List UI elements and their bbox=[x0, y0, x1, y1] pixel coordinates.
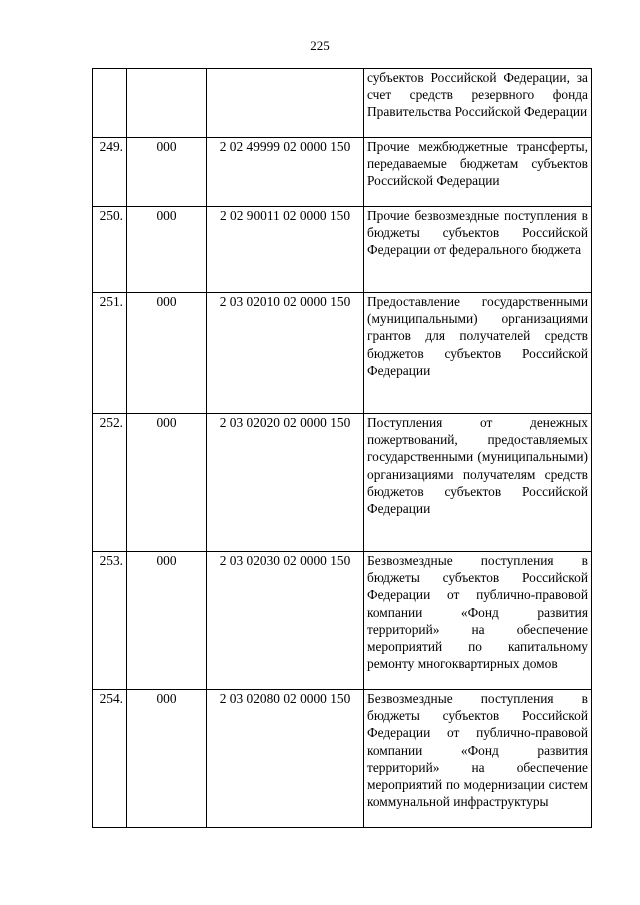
revenue-codes-table bbox=[92, 68, 592, 828]
income-name-cell: Поступления от денежных пожертвований, предоставляемых государственными (муниципальными) организациями получателям средств бюджетов субъектов Российской Федерации bbox=[364, 414, 592, 552]
row-number-cell bbox=[93, 69, 127, 138]
income-name-cell: Предоставление государственными (муниципальными) организациями грантов для получателей средств бюджетов субъектов Российской Федерации bbox=[364, 293, 592, 414]
budget-classification-code-cell: 2 02 49999 02 0000 150 bbox=[207, 138, 364, 207]
admin-code-cell: 000 bbox=[127, 414, 207, 552]
income-name-cell: Безвозмездные поступления в бюджеты субъектов Российской Федерации от публично-правовой компании «Фонд развития территорий» на обеспечение мероприятий по капитальному ремонту многоквартирных домов bbox=[364, 552, 592, 690]
row-number-cell: 252. bbox=[93, 414, 127, 552]
row-number-cell: 253. bbox=[93, 552, 127, 690]
admin-code-cell: 000 bbox=[127, 690, 207, 828]
admin-code-cell bbox=[127, 69, 207, 138]
admin-code-cell: 000 bbox=[127, 293, 207, 414]
income-name-cell: субъектов Российской Федерации, за счет средств резервного фонда Правительства Российской Федерации bbox=[364, 69, 592, 138]
budget-classification-code-cell: 2 03 02080 02 0000 150 bbox=[207, 690, 364, 828]
budget-classification-code-cell bbox=[207, 69, 364, 138]
income-name-cell: Прочие межбюджетные трансферты, передаваемые бюджетам субъектов Российской Федерации bbox=[364, 138, 592, 207]
table-row bbox=[93, 552, 592, 690]
budget-classification-code-cell: 2 03 02030 02 0000 150 bbox=[207, 552, 364, 690]
budget-classification-code-cell: 2 02 90011 02 0000 150 bbox=[207, 207, 364, 293]
page-number: 225 bbox=[310, 38, 330, 53]
table-row bbox=[93, 414, 592, 552]
admin-code-cell: 000 bbox=[127, 207, 207, 293]
admin-code-cell: 000 bbox=[127, 138, 207, 207]
budget-classification-code-cell: 2 03 02010 02 0000 150 bbox=[207, 293, 364, 414]
income-name-cell: Безвозмездные поступления в бюджеты субъектов Российской Федерации от публично-правовой компании «Фонд развития территорий» на обеспечение мероприятий по модернизации систем коммунальной инфраструктуры bbox=[364, 690, 592, 828]
table-row-continuation bbox=[93, 69, 592, 138]
table-row bbox=[93, 690, 592, 828]
row-number-cell: 249. bbox=[93, 138, 127, 207]
budget-classification-code-cell: 2 03 02020 02 0000 150 bbox=[207, 414, 364, 552]
income-name-cell: Прочие безвозмездные поступления в бюджеты субъектов Российской Федерации от федерального бюджета bbox=[364, 207, 592, 293]
row-number-cell: 251. bbox=[93, 293, 127, 414]
admin-code-cell: 000 bbox=[127, 552, 207, 690]
table-row bbox=[93, 138, 592, 207]
table-row bbox=[93, 207, 592, 293]
table-row bbox=[93, 293, 592, 414]
row-number-cell: 250. bbox=[93, 207, 127, 293]
row-number-cell: 254. bbox=[93, 690, 127, 828]
